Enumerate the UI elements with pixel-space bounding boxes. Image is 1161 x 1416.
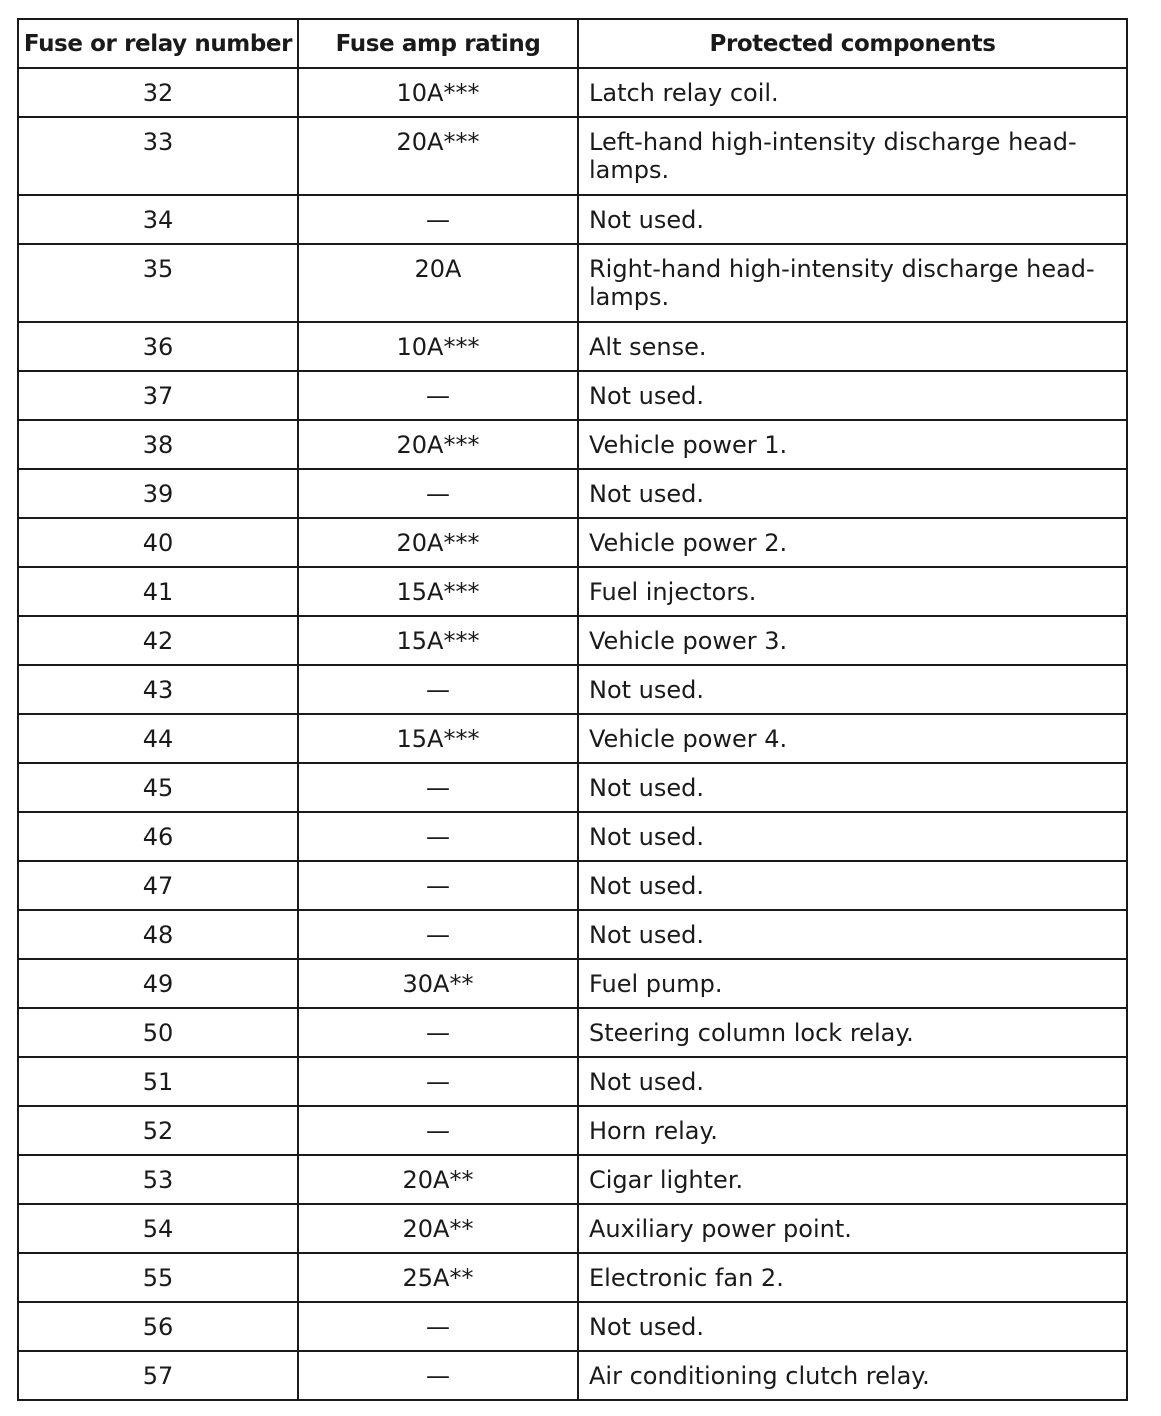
protected-component-cell — [578, 1351, 1127, 1400]
amp-rating-cell-text: 15A*** — [396, 578, 480, 606]
protected-component-cell — [578, 763, 1127, 812]
amp-rating-cell-text: 30A** — [402, 970, 474, 998]
amp-rating-cell-text: — — [426, 206, 450, 234]
table-row — [18, 959, 1127, 1008]
fuse-number-cell — [18, 195, 298, 244]
fuse-number-cell-text: 57 — [142, 1362, 174, 1390]
amp-rating-cell — [298, 714, 578, 763]
fuse-number-cell-text: 48 — [142, 921, 174, 949]
amp-rating-cell — [298, 1302, 578, 1351]
protected-component-cell — [578, 1155, 1127, 1204]
table-row — [18, 371, 1127, 420]
fuse-number-cell-text: 32 — [142, 79, 174, 107]
amp-rating-cell — [298, 1155, 578, 1204]
protected-component-cell-text: Auxiliary power point. — [589, 1215, 852, 1243]
fuse-number-cell — [18, 322, 298, 371]
table-row — [18, 1057, 1127, 1106]
protected-component-cell — [578, 1008, 1127, 1057]
fuse-number-cell — [18, 117, 298, 195]
protected-component-cell-text: Vehicle power 3. — [589, 627, 788, 655]
fuse-number-cell — [18, 910, 298, 959]
table-row — [18, 1008, 1127, 1057]
table-row — [18, 195, 1127, 244]
amp-rating-cell — [298, 616, 578, 665]
fuse-number-cell-text: 38 — [142, 431, 174, 459]
amp-rating-cell — [298, 1057, 578, 1106]
fuse-number-cell — [18, 714, 298, 763]
fuse-number-cell — [18, 812, 298, 861]
amp-rating-cell — [298, 1351, 578, 1400]
fuse-number-cell — [18, 469, 298, 518]
protected-component-cell — [578, 469, 1127, 518]
fuse-number-cell-text: 46 — [142, 823, 174, 851]
amp-rating-cell-text: — — [426, 1117, 450, 1145]
protected-component-cell-text: Latch relay coil. — [589, 79, 779, 107]
amp-rating-cell — [298, 910, 578, 959]
table-row — [18, 616, 1127, 665]
amp-rating-cell-text: 15A*** — [396, 627, 480, 655]
fuse-number-cell — [18, 763, 298, 812]
protected-component-cell — [578, 910, 1127, 959]
fuse-number-cell — [18, 1253, 298, 1302]
protected-component-cell-text: Not used. — [589, 676, 705, 704]
amp-rating-cell-text: — — [426, 1068, 450, 1096]
fuse-number-cell-text: 53 — [142, 1166, 174, 1194]
amp-rating-cell-text: — — [426, 872, 450, 900]
protected-component-cell-text: Not used. — [589, 206, 705, 234]
amp-rating-cell — [298, 420, 578, 469]
amp-rating-cell — [298, 322, 578, 371]
table-row — [18, 117, 1127, 195]
fuse-number-cell-text: 52 — [142, 1117, 174, 1145]
fuse-number-cell — [18, 1008, 298, 1057]
amp-rating-cell-text: — — [426, 1362, 450, 1390]
protected-component-cell-text: Fuel pump. — [589, 970, 723, 998]
protected-component-cell — [578, 616, 1127, 665]
protected-component-cell-text: Not used. — [589, 921, 705, 949]
protected-component-cell-text: Not used. — [589, 1068, 705, 1096]
protected-component-cell-text: Vehicle power 2. — [589, 529, 788, 557]
fuse-number-cell — [18, 861, 298, 910]
amp-rating-cell-text: 20A** — [402, 1166, 474, 1194]
fuse-number-cell-text: 36 — [142, 333, 174, 361]
amp-rating-cell — [298, 567, 578, 616]
fuse-number-cell-text: 33 — [142, 128, 174, 156]
fuse-number-cell-text: 45 — [142, 774, 174, 802]
table-row — [18, 714, 1127, 763]
amp-rating-cell — [298, 1253, 578, 1302]
table-row — [18, 1106, 1127, 1155]
protected-component-cell-text: Vehicle power 4. — [589, 725, 788, 753]
fuse-number-cell-text: 40 — [142, 529, 174, 557]
amp-rating-cell — [298, 371, 578, 420]
protected-component-cell — [578, 117, 1127, 195]
protected-component-cell — [578, 244, 1127, 322]
amp-rating-cell-text: 25A** — [402, 1264, 474, 1292]
amp-rating-cell — [298, 763, 578, 812]
fuse-number-cell — [18, 244, 298, 322]
protected-component-cell — [578, 567, 1127, 616]
amp-rating-cell-text: 10A*** — [396, 333, 480, 361]
fuse-number-cell-text: 42 — [142, 627, 174, 655]
amp-rating-cell — [298, 518, 578, 567]
protected-component-cell — [578, 861, 1127, 910]
amp-rating-cell-text: 20A** — [402, 1215, 474, 1243]
table-row — [18, 910, 1127, 959]
fuse-number-cell-text: 50 — [142, 1019, 174, 1047]
table-row — [18, 1302, 1127, 1351]
protected-component-cell-text: Fuel injectors. — [589, 578, 757, 606]
protected-component-cell-text: Alt sense. — [589, 333, 707, 361]
protected-component-cell-text: Not used. — [589, 1313, 705, 1341]
amp-rating-cell-text: 20A*** — [396, 431, 480, 459]
table-row — [18, 1351, 1127, 1400]
protected-component-cell — [578, 420, 1127, 469]
protected-component-cell — [578, 714, 1127, 763]
fuse-number-cell-text: 34 — [142, 206, 174, 234]
fuse-table — [17, 18, 1128, 1401]
protected-component-cell-text: Not used. — [589, 480, 705, 508]
protected-component-cell-text: Right-hand high-intensity discharge head- lamps. — [589, 255, 1095, 311]
amp-rating-cell — [298, 1204, 578, 1253]
protected-component-cell — [578, 371, 1127, 420]
fuse-number-cell-text: 43 — [142, 676, 174, 704]
header-row — [18, 19, 1127, 68]
fuse-number-cell — [18, 518, 298, 567]
amp-rating-cell — [298, 469, 578, 518]
protected-component-cell-text: Electronic fan 2. — [589, 1264, 784, 1292]
header-amp-rating: Fuse amp rating — [298, 19, 578, 68]
table-row — [18, 322, 1127, 371]
table-row — [18, 1204, 1127, 1253]
fuse-number-cell-text: 51 — [142, 1068, 174, 1096]
table-row — [18, 68, 1127, 117]
amp-rating-cell-text: — — [426, 1313, 450, 1341]
table-row — [18, 665, 1127, 714]
amp-rating-cell-text: 20A*** — [396, 128, 480, 156]
fuse-number-cell — [18, 420, 298, 469]
amp-rating-cell-text: — — [426, 921, 450, 949]
amp-rating-cell-text: 20A — [414, 255, 462, 283]
fuse-number-cell — [18, 1351, 298, 1400]
protected-component-cell — [578, 1057, 1127, 1106]
fuse-number-cell — [18, 959, 298, 1008]
fuse-number-cell-text: 56 — [142, 1313, 174, 1341]
amp-rating-cell — [298, 665, 578, 714]
protected-component-cell — [578, 68, 1127, 117]
fuse-number-cell — [18, 1204, 298, 1253]
protected-component-cell-text: Not used. — [589, 382, 705, 410]
protected-component-cell — [578, 518, 1127, 567]
protected-component-cell-text: Not used. — [589, 774, 705, 802]
fuse-number-cell-text: 54 — [142, 1215, 174, 1243]
amp-rating-cell — [298, 812, 578, 861]
protected-component-cell-text: Cigar lighter. — [589, 1166, 744, 1194]
protected-component-cell-text: Steering column lock relay. — [589, 1019, 914, 1047]
fuse-number-cell — [18, 665, 298, 714]
protected-component-cell-text: Not used. — [589, 872, 705, 900]
amp-rating-cell-text: — — [426, 823, 450, 851]
table-row — [18, 244, 1127, 322]
fuse-number-cell-text: 39 — [142, 480, 174, 508]
amp-rating-cell — [298, 68, 578, 117]
fuse-number-cell-text: 41 — [142, 578, 174, 606]
table-header — [18, 19, 1127, 68]
fuse-number-cell-text: 49 — [142, 970, 174, 998]
protected-component-cell — [578, 1302, 1127, 1351]
protected-component-cell — [578, 1204, 1127, 1253]
table-row — [18, 420, 1127, 469]
protected-component-cell-text: Left-hand high-intensity discharge head- lamps. — [589, 128, 1077, 184]
table-row — [18, 812, 1127, 861]
header-fuse-number: Fuse or relay number — [18, 19, 298, 68]
amp-rating-cell-text: 20A*** — [396, 529, 480, 557]
protected-component-cell — [578, 195, 1127, 244]
fuse-number-cell — [18, 371, 298, 420]
table-row — [18, 861, 1127, 910]
protected-component-cell — [578, 1106, 1127, 1155]
protected-component-cell-text: Not used. — [589, 823, 705, 851]
protected-component-cell — [578, 812, 1127, 861]
fuse-number-cell — [18, 1155, 298, 1204]
protected-component-cell — [578, 1253, 1127, 1302]
fuse-number-cell-text: 55 — [142, 1264, 174, 1292]
fuse-number-cell-text: 35 — [142, 255, 174, 283]
amp-rating-cell-text: 15A*** — [396, 725, 480, 753]
amp-rating-cell-text: — — [426, 676, 450, 704]
amp-rating-cell — [298, 244, 578, 322]
amp-rating-cell-text: 10A*** — [396, 79, 480, 107]
header-protected-components: Protected components — [578, 19, 1127, 68]
amp-rating-cell — [298, 959, 578, 1008]
amp-rating-cell-text: — — [426, 382, 450, 410]
fuse-number-cell — [18, 1302, 298, 1351]
protected-component-cell-text: Horn relay. — [589, 1117, 718, 1145]
fuse-number-cell — [18, 1106, 298, 1155]
table-row — [18, 763, 1127, 812]
protected-component-cell — [578, 665, 1127, 714]
table-body — [18, 68, 1127, 1400]
fuse-number-cell — [18, 68, 298, 117]
table-row — [18, 567, 1127, 616]
fuse-number-cell-text: 37 — [142, 382, 174, 410]
table-row — [18, 518, 1127, 567]
amp-rating-cell-text: — — [426, 774, 450, 802]
table-row — [18, 1155, 1127, 1204]
protected-component-cell-text: Vehicle power 1. — [589, 431, 788, 459]
fuse-number-cell-text: 44 — [142, 725, 174, 753]
amp-rating-cell-text: — — [426, 1019, 450, 1047]
amp-rating-cell — [298, 1106, 578, 1155]
protected-component-cell-text: Air conditioning clutch relay. — [589, 1362, 930, 1390]
fuse-number-cell — [18, 1057, 298, 1106]
protected-component-cell — [578, 322, 1127, 371]
amp-rating-cell — [298, 861, 578, 910]
amp-rating-cell — [298, 1008, 578, 1057]
amp-rating-cell — [298, 117, 578, 195]
fuse-number-cell — [18, 616, 298, 665]
amp-rating-cell-text: — — [426, 480, 450, 508]
amp-rating-cell — [298, 195, 578, 244]
protected-component-cell — [578, 959, 1127, 1008]
fuse-number-cell — [18, 567, 298, 616]
fuse-number-cell-text: 47 — [142, 872, 174, 900]
table-row — [18, 1253, 1127, 1302]
table-row — [18, 469, 1127, 518]
